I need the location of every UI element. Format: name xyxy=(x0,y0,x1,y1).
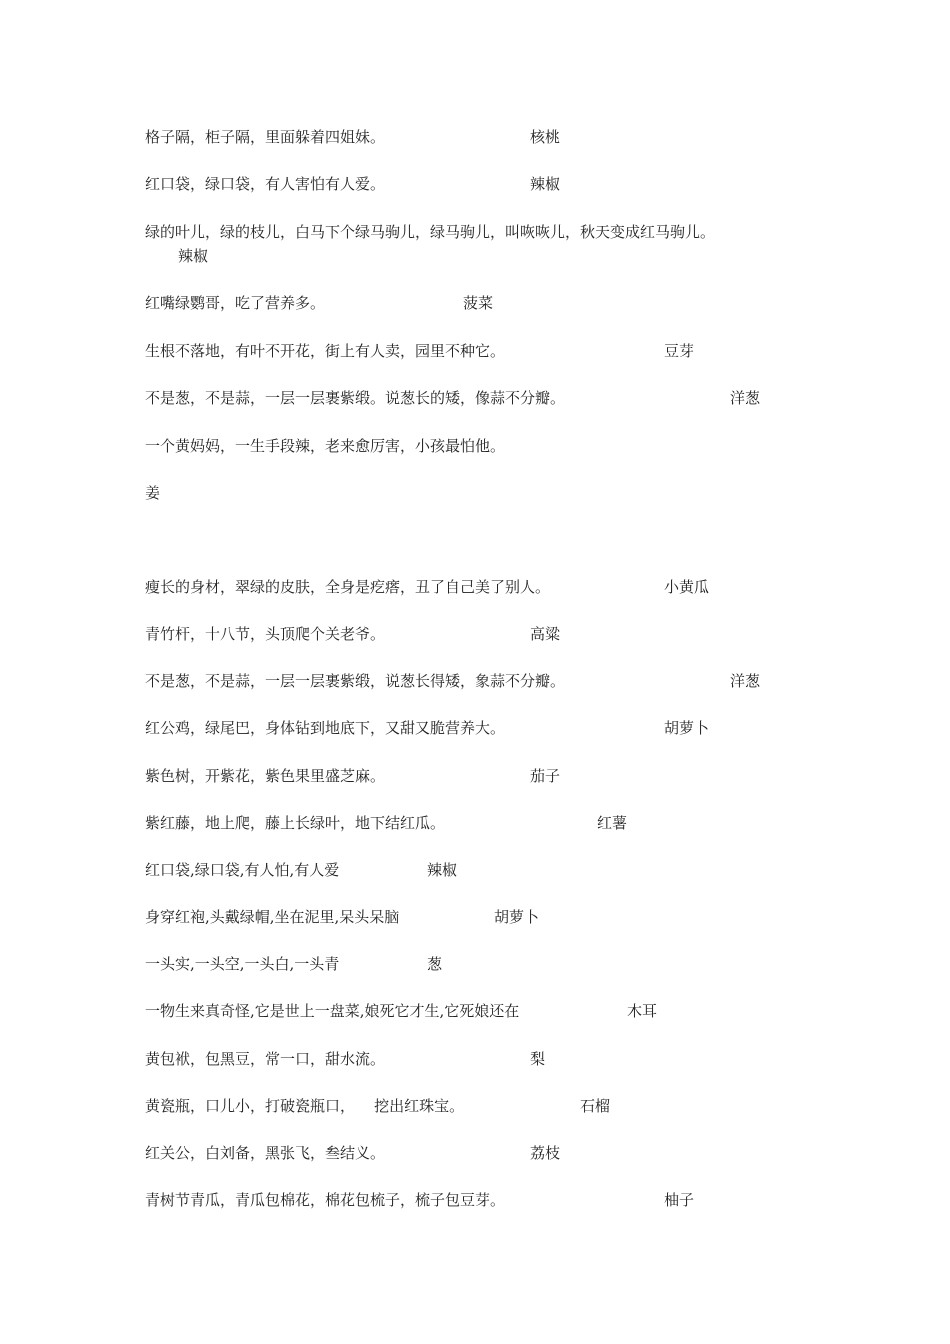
riddle-answer: 荔枝 xyxy=(530,1144,561,1162)
riddle-text: 一头实,一头空,一头白,一头青 xyxy=(145,955,340,973)
riddle-text: 瘦长的身材，翠绿的皮肤，全身是疙瘩，丑了自己美了别人。 xyxy=(145,578,551,596)
riddle-answer: 辣椒 xyxy=(178,247,209,265)
riddle-text: 一个黄妈妈，一生手段辣，老来愈厉害，小孩最怕他。 xyxy=(145,437,506,455)
riddle-answer: 豆芽 xyxy=(664,342,695,360)
riddle-answer: 小黄瓜 xyxy=(664,578,710,596)
riddle-answer: 胡萝卜 xyxy=(494,908,540,926)
riddle-answer: 姜 xyxy=(145,484,161,502)
riddle-text: 绿的叶儿，绿的枝儿，白马下个绿马驹儿，绿马驹儿，叫咴咴儿，秋天变成红马驹儿。 xyxy=(145,223,716,241)
riddle-answer: 胡萝卜 xyxy=(664,719,710,737)
riddle-answer: 梨 xyxy=(530,1050,546,1068)
riddle-text: 不是葱，不是蒜，一层一层裹紫缎。说葱长的矮，像蒜不分瓣。 xyxy=(145,389,566,407)
riddle-text: 红口袋,绿口袋,有人怕,有人爱 xyxy=(145,861,340,879)
riddle-text: 一物生来真奇怪,它是世上一盘菜,娘死它才生,它死娘还在 xyxy=(145,1002,520,1020)
riddle-text: 红嘴绿鹦哥，吃了营养多。 xyxy=(145,294,326,312)
riddle-answer: 洋葱 xyxy=(730,389,761,407)
riddle-answer: 核桃 xyxy=(530,128,561,146)
riddle-text: 红关公，白刘备，黑张飞，叁结义。 xyxy=(145,1144,386,1162)
riddle-text: 红公鸡，绿尾巴，身体钻到地底下，又甜又脆营养大。 xyxy=(145,719,506,737)
riddle-text: 格子隔，柜子隔，里面躲着四姐妹。 xyxy=(145,128,386,146)
riddle-text: 红口袋，绿口袋，有人害怕有人爱。 xyxy=(145,175,386,193)
riddle-answer: 茄子 xyxy=(530,767,561,785)
riddle-answer: 辣椒 xyxy=(427,861,458,879)
riddle-answer: 菠菜 xyxy=(463,294,494,312)
riddle-text: 身穿红袍,头戴绿帽,坐在泥里,呆头呆脑 xyxy=(145,908,400,926)
riddle-answer: 红薯 xyxy=(597,814,628,832)
riddle-text: 紫红藤，地上爬，藤上长绿叶，地下结红瓜。 xyxy=(145,814,446,832)
riddle-text: 黄瓷瓶，口儿小，打破瓷瓶口， 挖出红珠宝。 xyxy=(145,1097,465,1115)
riddle-text: 黄包袱，包黑豆，常一口，甜水流。 xyxy=(145,1050,386,1068)
riddle-answer: 辣椒 xyxy=(530,175,561,193)
riddle-text: 不是葱，不是蒜，一层一层裹紫缎，说葱长得矮，象蒜不分瓣。 xyxy=(145,672,566,690)
riddle-text: 青竹杆，十八节，头顶爬个关老爷。 xyxy=(145,625,386,643)
riddle-answer: 石榴 xyxy=(580,1097,611,1115)
riddle-text: 青树节青瓜，青瓜包棉花，棉花包梳子，梳子包豆芽。 xyxy=(145,1191,506,1209)
riddle-text: 紫色树，开紫花，紫色果里盛芝麻。 xyxy=(145,767,386,785)
riddle-answer: 洋葱 xyxy=(730,672,761,690)
riddle-answer: 柚子 xyxy=(664,1191,695,1209)
riddle-line-wrapped xyxy=(145,220,765,268)
riddle-answer: 葱 xyxy=(427,955,443,973)
riddle-text: 生根不落地，有叶不开花，街上有人卖，园里不种它。 xyxy=(145,342,506,360)
riddle-answer: 高粱 xyxy=(530,625,561,643)
riddle-answer: 木耳 xyxy=(627,1002,658,1020)
